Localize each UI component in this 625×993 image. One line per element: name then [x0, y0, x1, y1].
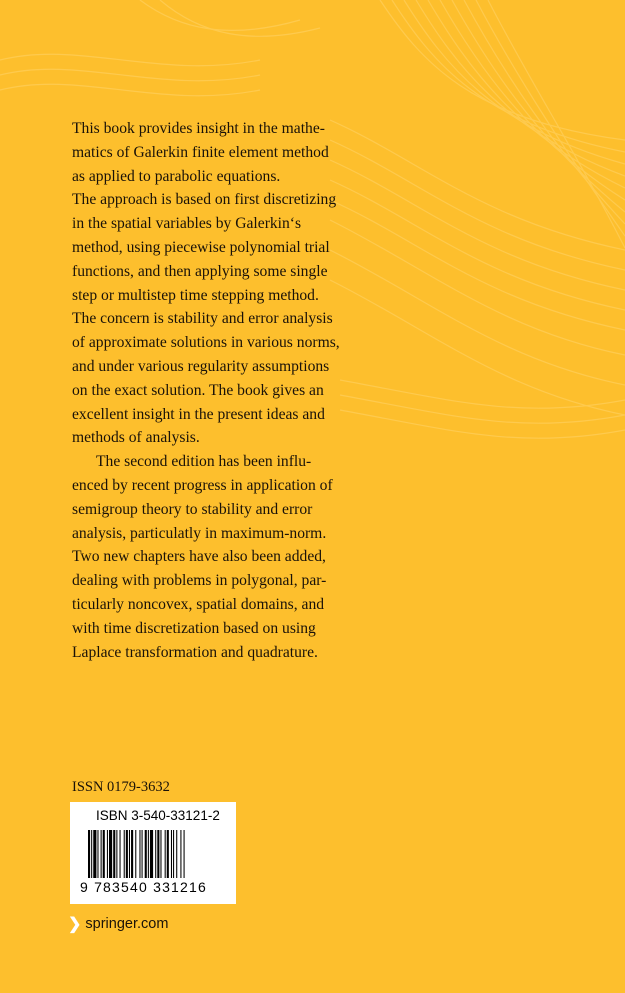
blurb-line: The second edition has been influ- [96, 453, 312, 471]
blurb-line: The concern is stability and error analysis [72, 310, 333, 328]
blurb-line: of approximate solutions in various norms, [72, 334, 340, 352]
blurb-line: Laplace transformation and quadrature. [72, 643, 318, 661]
blurb-line: This book provides insight in the mathe- [72, 120, 325, 137]
blurb-line: in the spatial variables by Galerkin‘s [72, 215, 302, 233]
blurb-line: methods of analysis. [72, 429, 200, 447]
blurb-line: method, using piecewise polynomial trial [72, 238, 330, 256]
blurb-line: semigroup theory to stability and error [72, 500, 313, 518]
blurb-line: and under various regularity assumptions [72, 357, 330, 375]
blurb-paragraph-2 [72, 450, 372, 664]
blurb-line: step or multistep time stepping method. [72, 286, 319, 304]
blurb-line: on the exact solution. The book gives an [72, 381, 324, 399]
blurb-line: Two new chapters have also been added, [72, 548, 326, 566]
publisher-link[interactable] [68, 914, 168, 934]
blurb-line: excellent insight in the present ideas and [72, 405, 325, 423]
isbn-barcode-box [70, 802, 236, 904]
isbn-label: ISBN 3-540-33121-2 [96, 808, 220, 823]
blurb-line: dealing with problems in polygonal, par- [72, 572, 327, 590]
chevron-right-icon: ❯ [68, 916, 82, 933]
back-cover-blurb [72, 117, 372, 664]
blurb-line: with time discretization based on using [72, 619, 316, 637]
barcode-icon [88, 830, 218, 880]
blurb-line: The approach is based on first discretizing [72, 191, 337, 209]
blurb-line: ticularly noncovex, spatial domains, and [72, 595, 325, 613]
blurb-line: enced by recent progress in application of [72, 476, 333, 494]
issn-number: ISSN 0179-3632 [72, 779, 170, 795]
blurb-line: matics of Galerkin finite element method [72, 143, 329, 161]
blurb-line: functions, and then applying some single [72, 262, 328, 280]
publisher-url: springer.com [85, 916, 169, 932]
barcode-digits: 9 783540 331216 [80, 879, 207, 895]
blurb-line: as applied to parabolic equations. [72, 167, 281, 185]
blurb-paragraph-1 [72, 117, 372, 450]
blurb-line: analysis, particulatly in maximum-norm. [72, 524, 327, 542]
